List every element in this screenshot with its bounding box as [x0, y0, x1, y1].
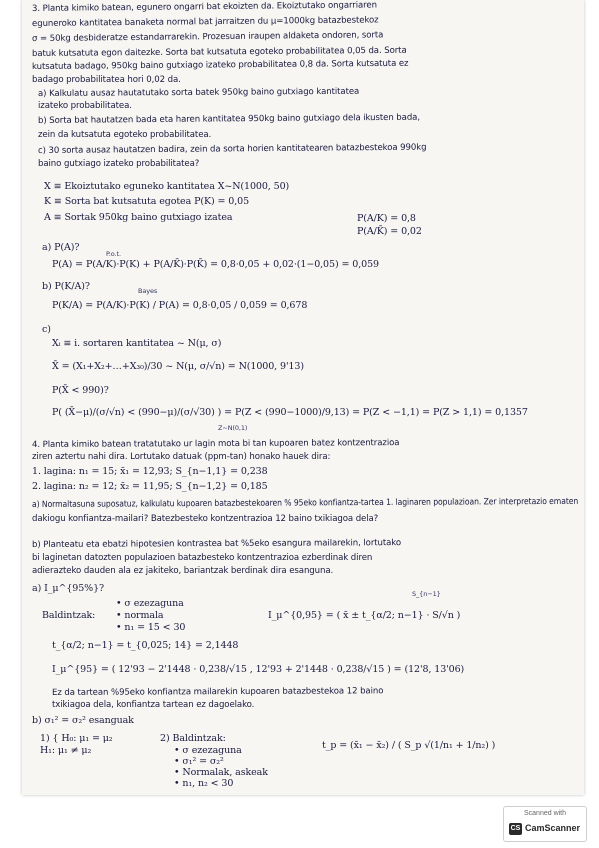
question-3b-line-2: zein da kutsatuta egoteko probabilitatea.	[38, 130, 212, 140]
scanned-page	[22, 0, 584, 795]
question-4a-line-2: dakiogu konfiantza-mailari? Batezbesteko kontzentrazioa 12 baino txikiagoa dela?	[32, 514, 379, 524]
question-4b-line-1: b) Planteatu eta ebatzi hipotesien kontrastea bat %5eko esangura mailarekin, lortutako	[31, 538, 402, 550]
test-statistic-formula: t_p = (x̄₁ − x̄₂) / ( S_p √(1/n₁ + 1/n₂) )	[322, 740, 496, 751]
problem-3-line-6: badago probabilitatea hori 0,02 da.	[32, 75, 181, 85]
condition-b-equal-variances: • σ₁² = σ₂²	[174, 756, 224, 767]
solution-3c-heading: c)	[42, 324, 51, 335]
solution-3c-xbar: X̄ = (X₁+X₂+…+X₃₀)/30 ~ N(μ, σ/√n) = N(1000, 9'13)	[52, 361, 304, 372]
condition-sigma-unknown: • σ ezezaguna	[116, 598, 184, 609]
problem-3-line-3: σ = 50kg desbideratze estandarrarekin. Prozesuan iraupen aldaketa ondoren, sorta	[31, 30, 384, 44]
question-3c-line-2: baino gutxiago izateko probabilitatea?	[38, 159, 200, 169]
total-probability-note: P.o.t.	[106, 250, 121, 258]
solution-3a-heading: a) P(A)?	[42, 242, 80, 253]
question-3c-line-1: c) 30 sorta ausaz hautatzen badira, zein da sorta horien kantitatearen batazbestekoa 990kg	[37, 142, 427, 156]
question-4b-line-3: adierazteko dauden ala ez jakiteko, bariantzak berdinak dira esanguna.	[32, 566, 334, 576]
scanned-with-text: Scanned with	[523, 810, 567, 817]
camscanner-brand-text: CamScanner	[525, 823, 581, 833]
condition-sample-size: • n₁ = 15 < 30	[116, 622, 186, 633]
sample-2-data: 2. lagina: n₂ = 12; x̄₂ = 11,95; S_{n−1,2} = 0,185	[32, 481, 268, 492]
hypothesis-h1: H₁: μ₁ ≠ μ₂	[40, 745, 92, 756]
hypothesis-h0: 1) { H₀: μ₁ = μ₂	[40, 733, 113, 744]
bayes-note: Bayes	[138, 287, 158, 295]
solution-3b-heading: b) P(K/A)?	[42, 281, 90, 292]
solution-3b-formula: P(K/A) = P(A/K)·P(K) / P(A) = 0,8·0,05 / 0,059 = 0,678	[52, 300, 308, 311]
conditions-label: Baldintzak:	[42, 610, 96, 621]
sample-1-data: 1. lagina: n₁ = 15; x̄₁ = 12,93; S_{n−1,1} = 0,238	[32, 466, 268, 477]
problem-3-line-1: 3. Planta kimiko batean, egunero ongarri bat ekoizten da. Ekoiztutako ongarriaren	[31, 0, 377, 14]
problem-3-line-5: kutsatuta badago, 950kg baino gutxiago izateko probabilitatea 0,8 da. Sorta kutsatuta ez	[31, 58, 409, 72]
condition-b-normal-independent: • Normalak, askeak	[174, 767, 268, 778]
question-4a-line-1: a) Normaltasuna suposatuz, kalkulatu kupoaren batazbestekoaren % 95eko konfiantza-tartea 1. laginaren populazioan. Zer interpretazio ematen	[31, 496, 579, 510]
interval-formula: I_μ^{0,95} = ( x̄ ± t_{α/2; n−1} · S/√n )	[268, 610, 461, 621]
problem-4-line-2: ziren aztertu nahi dira. Lortutako datuak (ppm-tan) honako hauek dira:	[32, 452, 331, 462]
condition-b-sample-sizes: • n₁, n₂ < 30	[174, 778, 234, 789]
problem-4-line-1: 4. Planta kimiko batean tratatutako ur lagin mota bi tan kupoaren batez kontzentrazioa	[31, 438, 400, 450]
solution-3a-formula: P(A) = P(A/K)·P(K) + P(A/K̄)·P(K̄) = 0,8·0,05 + 0,02·(1−0,05) = 0,059	[52, 259, 379, 270]
z-distribution-note: Z~N(0,1)	[218, 424, 248, 432]
question-3a-line-2: izateko probabilitatea.	[38, 101, 132, 111]
camscanner-watermark	[503, 806, 587, 842]
solution-3c-standardize: P( (X̄−μ)/(σ/√n) < (990−μ)/(σ/√30) ) = P(Z < (990−1000)/9,13) = P(Z < −1,1) = P(Z > 1,1) = 0,1357	[52, 407, 528, 418]
definition-k: K ≡ Sorta bat kutsatuta egotea P(K) = 0,05	[44, 196, 250, 207]
definition-x: X ≡ Ekoiztutako eguneko kantitatea X~N(1000, 50)	[44, 181, 290, 192]
condition-normal: • normala	[116, 610, 164, 621]
problem-3-line-2: eguneroko kantitatea banaketa normal bat jarraitzen du μ=1000kg batazbestekoz	[31, 15, 379, 29]
sn-1-note: S_{n−1}	[412, 590, 441, 598]
question-3a-line-1: a) Kalkulatu ausaz hautatutako sorta batek 950kg baino gutxiago kantitatea	[37, 86, 360, 99]
question-3b-line-1: b) Sorta bat hautatzen bada eta haren kantitatea 950kg baino gutxiago dela ikusten bada,	[37, 112, 421, 126]
given-p-a-k: P(A/K) = 0,8	[357, 213, 416, 224]
interval-conclusion-line-1: Ez da tartean %95eko konfiantza mailarekin kupoaren batazbestekoa 12 baino	[51, 686, 384, 698]
camscanner-logo-icon: CS	[509, 823, 522, 835]
solution-3c-xi: Xᵢ ≡ i. sortaren kantitatea ~ N(μ, σ)	[52, 338, 222, 349]
conditions-b-label: 2) Baldintzak:	[160, 733, 226, 744]
condition-b-sigma-unknown: • σ ezezaguna	[174, 745, 242, 756]
solution-4b-heading: b) σ₁² = σ₂² esanguak	[32, 715, 134, 726]
solution-4a-heading: a) I_μ^{95%}?	[32, 583, 105, 594]
solution-3c-question: P(X̄ < 990)?	[52, 385, 109, 396]
problem-3-line-4: batuk kutsatuta egon daitezke. Sorta bat kutsatuta egoteko probabilitatea 0,05 da. Sorta	[31, 45, 407, 59]
question-4b-line-2: bi laginetan datozten populazioen batazbesteko kontzentrazioa ezberdinak diren	[32, 553, 373, 563]
t-value: t_{α/2; n−1} = t_{0,025; 14} = 2,1448	[52, 640, 239, 651]
given-p-a-notk: P(A/K̄) = 0,02	[357, 226, 422, 237]
interval-conclusion-line-2: txikiagoa dela, konfiantza tartean ez dagoelako.	[52, 700, 255, 710]
definition-a: A ≡ Sortak 950kg baino gutxiago izatea	[44, 212, 233, 223]
interval-calculation: I_μ^{95} = ( 12'93 − 2'1448 · 0,238/√15 , 12'93 + 2'1448 · 0,238/√15 ) = (12'8, 13'06)	[52, 664, 465, 675]
